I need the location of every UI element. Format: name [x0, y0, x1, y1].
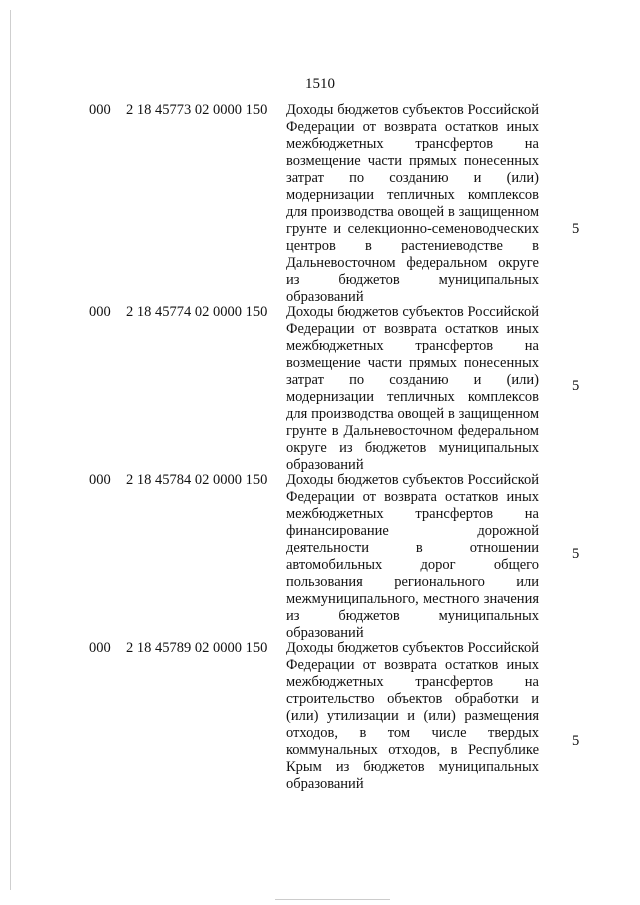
row-description: Доходы бюджетов субъектов Российской Федерации от возврата остатков иных межбюджетных трансфертов на возмещение части прямых понесенных затрат по созданию и (или) модернизации тепличных комплексов для производства овощей в защищенном грунте в Дальневосточном федеральном округе из бюджетов муниципальных образований — [286, 304, 539, 473]
row-amount: 5 — [572, 221, 580, 237]
admin-code: 000 — [89, 102, 111, 118]
row-amount: 5 — [572, 378, 580, 394]
row-description: Доходы бюджетов субъектов Российской Федерации от возврата остатков иных межбюджетных трансфертов на строительство объектов обработки и (или) утилизации и (или) размещения отходов, в том числе твердых коммунальных отходов, в Республике Крым из бюджетов муниципальных образований — [286, 640, 539, 792]
page-left-edge — [10, 10, 11, 890]
admin-code: 000 — [89, 304, 111, 320]
budget-classification-code: 2 18 45773 02 0000 150 — [126, 102, 268, 118]
admin-code: 000 — [89, 640, 111, 656]
row-description: Доходы бюджетов субъектов Российской Федерации от возврата остатков иных межбюджетных трансфертов на возмещение части прямых понесенных затрат по созданию и (или) модернизации тепличных комплексов для производства овощей в защищенном грунте и селекционно-семеноводческих центров в растениеводстве в Дальневосточном федеральном округе из бюджетов муниципальных образований — [286, 102, 539, 305]
row-amount: 5 — [572, 733, 580, 749]
row-description: Доходы бюджетов субъектов Российской Федерации от возврата остатков иных межбюджетных трансфертов на финансирование дорожной деятельности в отношении автомобильных дорог общего пользования регионального или межмуниципального, местного значения из бюджетов муниципальных образований — [286, 472, 539, 641]
page-number: 1510 — [305, 76, 335, 92]
budget-classification-code: 2 18 45774 02 0000 150 — [126, 304, 268, 320]
budget-classification-code: 2 18 45784 02 0000 150 — [126, 472, 268, 488]
footer-rule — [275, 899, 390, 900]
budget-classification-code: 2 18 45789 02 0000 150 — [126, 640, 268, 656]
row-amount: 5 — [572, 546, 580, 562]
admin-code: 000 — [89, 472, 111, 488]
